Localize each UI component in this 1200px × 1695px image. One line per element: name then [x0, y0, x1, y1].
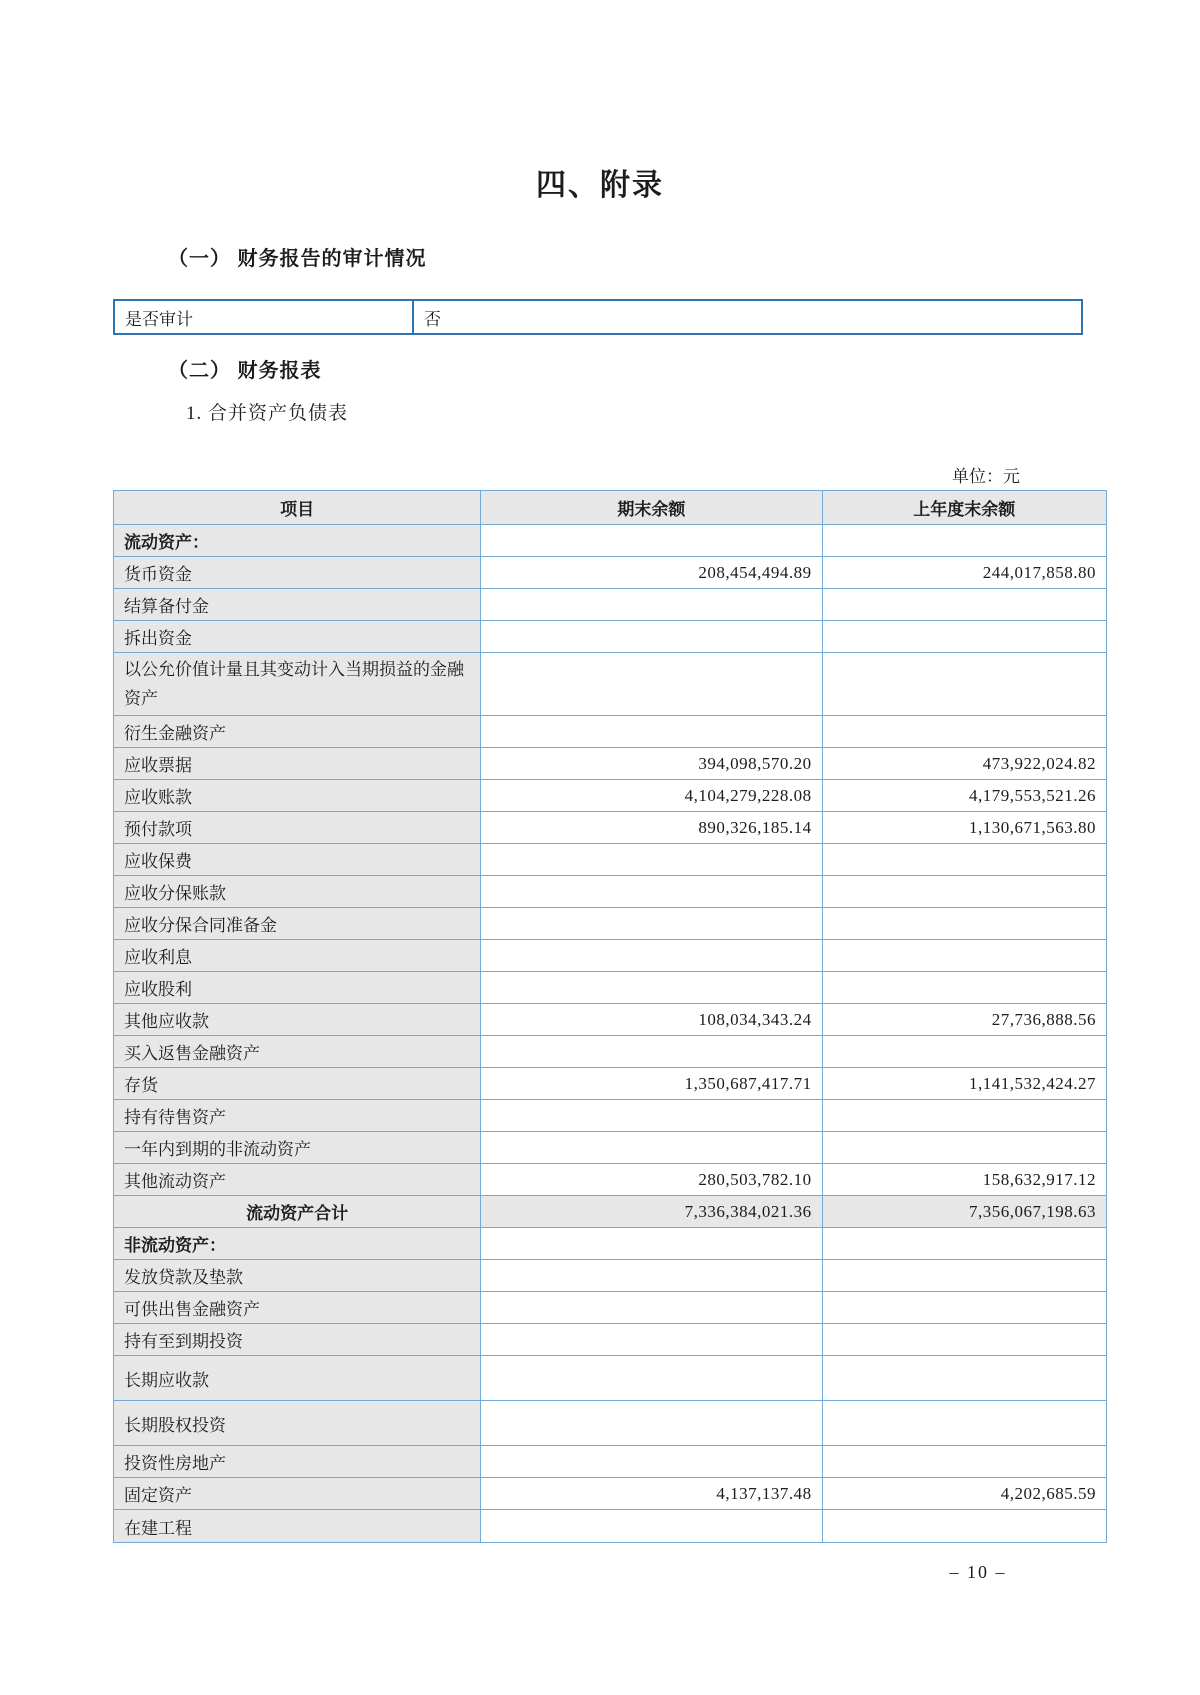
row-label-cell: 流动资产：: [114, 525, 481, 556]
row-prior-cell: [823, 908, 1106, 939]
section-heading-statements: （二） 财务报表: [168, 360, 322, 382]
table-row: [114, 780, 1106, 812]
row-current-cell: [481, 1401, 822, 1445]
row-prior-cell: [823, 1228, 1106, 1259]
row-label-cell: 其他应收款: [114, 1004, 481, 1035]
row-prior-cell: [823, 844, 1106, 875]
row-current-cell: [481, 1510, 822, 1542]
row-prior-cell: [823, 716, 1106, 747]
row-prior-cell: [823, 1510, 1106, 1542]
row-current-cell: [481, 621, 822, 652]
table-row: [114, 908, 1106, 940]
row-label-cell: 衍生金融资产: [114, 716, 481, 747]
table-row: [114, 621, 1106, 653]
row-current-cell: [481, 1132, 822, 1163]
row-label-cell: 长期股权投资: [114, 1401, 481, 1445]
row-prior-cell: [823, 621, 1106, 652]
audit-label-cell: 是否审计: [115, 301, 414, 333]
table-row: [114, 1401, 1106, 1446]
row-prior-cell: 244,017,858.80: [823, 557, 1106, 588]
row-prior-cell: [823, 1100, 1106, 1131]
row-label-cell: 长期应收款: [114, 1356, 481, 1400]
row-label-cell: 买入返售金融资产: [114, 1036, 481, 1067]
row-label-cell: 在建工程: [114, 1510, 481, 1542]
row-label-cell: 应收股利: [114, 972, 481, 1003]
balance-sheet-table: [113, 490, 1107, 1543]
row-current-cell: [481, 1356, 822, 1400]
row-label-cell: 发放贷款及垫款: [114, 1260, 481, 1291]
row-current-cell: [481, 1260, 822, 1291]
table-row: [114, 653, 1106, 716]
row-label-cell: 存货: [114, 1068, 481, 1099]
row-current-cell: 394,098,570.20: [481, 748, 822, 779]
row-current-cell: [481, 1228, 822, 1259]
table-row: [114, 1100, 1106, 1132]
row-label-cell: 非流动资产：: [114, 1228, 481, 1259]
table-row: [114, 589, 1106, 621]
statement-subheading: 1. 合并资产负债表: [186, 403, 349, 424]
row-prior-cell: 4,202,685.59: [823, 1478, 1106, 1509]
row-current-cell: 1,350,687,417.71: [481, 1068, 822, 1099]
unit-label: 单位：元: [952, 467, 1020, 486]
row-current-cell: 208,454,494.89: [481, 557, 822, 588]
row-label-cell: 应收分保合同准备金: [114, 908, 481, 939]
row-current-cell: 4,137,137.48: [481, 1478, 822, 1509]
row-current-cell: [481, 972, 822, 1003]
table-row: [114, 557, 1106, 589]
row-label-cell: 预付款项: [114, 812, 481, 843]
row-prior-cell: 7,356,067,198.63: [823, 1196, 1106, 1227]
balance-sheet-body: [114, 525, 1106, 1542]
page-number: – 10 –: [949, 1562, 1007, 1582]
row-label-cell: 结算备付金: [114, 589, 481, 620]
row-label-cell: 流动资产合计: [114, 1196, 481, 1227]
row-prior-cell: [823, 525, 1106, 556]
table-row: [114, 1478, 1106, 1510]
row-prior-cell: [823, 653, 1106, 715]
row-current-cell: [481, 525, 822, 556]
table-row: [114, 1356, 1106, 1401]
table-row: [114, 1132, 1106, 1164]
row-prior-cell: [823, 1356, 1106, 1400]
row-label-cell: 应收利息: [114, 940, 481, 971]
table-header-row: [114, 491, 1106, 525]
row-label-cell: 固定资产: [114, 1478, 481, 1509]
row-current-cell: 890,326,185.14: [481, 812, 822, 843]
row-label-cell: 其他流动资产: [114, 1164, 481, 1195]
row-prior-cell: [823, 876, 1106, 907]
row-label-cell: 以公允价值计量且其变动计入当期损益的金融资产: [114, 653, 481, 715]
row-prior-cell: [823, 972, 1106, 1003]
header-cell-current: 期末余额: [481, 491, 822, 524]
table-row: [114, 972, 1106, 1004]
row-label-cell: 应收分保账款: [114, 876, 481, 907]
header-cell-prior: 上年度末余额: [823, 491, 1106, 524]
audit-value-cell: 否: [424, 309, 441, 329]
row-label-cell: 应收保费: [114, 844, 481, 875]
row-current-cell: [481, 716, 822, 747]
row-label-cell: 投资性房地产: [114, 1446, 481, 1477]
row-current-cell: [481, 1292, 822, 1323]
row-prior-cell: 1,130,671,563.80: [823, 812, 1106, 843]
table-row: [114, 1228, 1106, 1260]
table-row: [114, 525, 1106, 557]
row-current-cell: [481, 1324, 822, 1355]
row-label-cell: 可供出售金融资产: [114, 1292, 481, 1323]
row-current-cell: [481, 940, 822, 971]
row-label-cell: 拆出资金: [114, 621, 481, 652]
table-row: [114, 1068, 1106, 1100]
row-prior-cell: 158,632,917.12: [823, 1164, 1106, 1195]
row-current-cell: [481, 1100, 822, 1131]
table-row: [114, 1036, 1106, 1068]
row-prior-cell: [823, 1401, 1106, 1445]
row-current-cell: [481, 1446, 822, 1477]
row-current-cell: 108,034,343.24: [481, 1004, 822, 1035]
row-prior-cell: [823, 1292, 1106, 1323]
table-row: [114, 1196, 1106, 1228]
row-prior-cell: [823, 589, 1106, 620]
row-current-cell: [481, 844, 822, 875]
table-row: [114, 716, 1106, 748]
row-current-cell: [481, 876, 822, 907]
page-title: 四、附录: [536, 169, 664, 202]
row-prior-cell: [823, 1324, 1106, 1355]
row-prior-cell: [823, 1132, 1106, 1163]
table-row: [114, 1446, 1106, 1478]
row-current-cell: 7,336,384,021.36: [481, 1196, 822, 1227]
row-prior-cell: [823, 940, 1106, 971]
row-current-cell: [481, 908, 822, 939]
table-row: [114, 812, 1106, 844]
table-row: [114, 1164, 1106, 1196]
table-row: [114, 1324, 1106, 1356]
row-prior-cell: 473,922,024.82: [823, 748, 1106, 779]
header-cell-item: 项目: [114, 491, 481, 524]
row-prior-cell: [823, 1260, 1106, 1291]
table-row: [114, 1004, 1106, 1036]
row-prior-cell: [823, 1036, 1106, 1067]
row-label-cell: 持有待售资产: [114, 1100, 481, 1131]
row-current-cell: 4,104,279,228.08: [481, 780, 822, 811]
row-current-cell: [481, 653, 822, 715]
table-row: [114, 1510, 1106, 1542]
row-prior-cell: 4,179,553,521.26: [823, 780, 1106, 811]
section-heading-audit: （一） 财务报告的审计情况: [168, 248, 427, 270]
row-prior-cell: 27,736,888.56: [823, 1004, 1106, 1035]
row-current-cell: 280,503,782.10: [481, 1164, 822, 1195]
row-label-cell: 应收账款: [114, 780, 481, 811]
row-label-cell: 一年内到期的非流动资产: [114, 1132, 481, 1163]
row-current-cell: [481, 1036, 822, 1067]
row-prior-cell: 1,141,532,424.27: [823, 1068, 1106, 1099]
table-row: [114, 940, 1106, 972]
audit-table: [113, 299, 1083, 335]
table-row: [114, 1292, 1106, 1324]
row-label-cell: 应收票据: [114, 748, 481, 779]
table-row: [114, 876, 1106, 908]
table-row: [114, 748, 1106, 780]
row-label-cell: 持有至到期投资: [114, 1324, 481, 1355]
table-row: [114, 1260, 1106, 1292]
table-row: [114, 844, 1106, 876]
row-label-cell: 货币资金: [114, 557, 481, 588]
row-prior-cell: [823, 1446, 1106, 1477]
row-current-cell: [481, 589, 822, 620]
